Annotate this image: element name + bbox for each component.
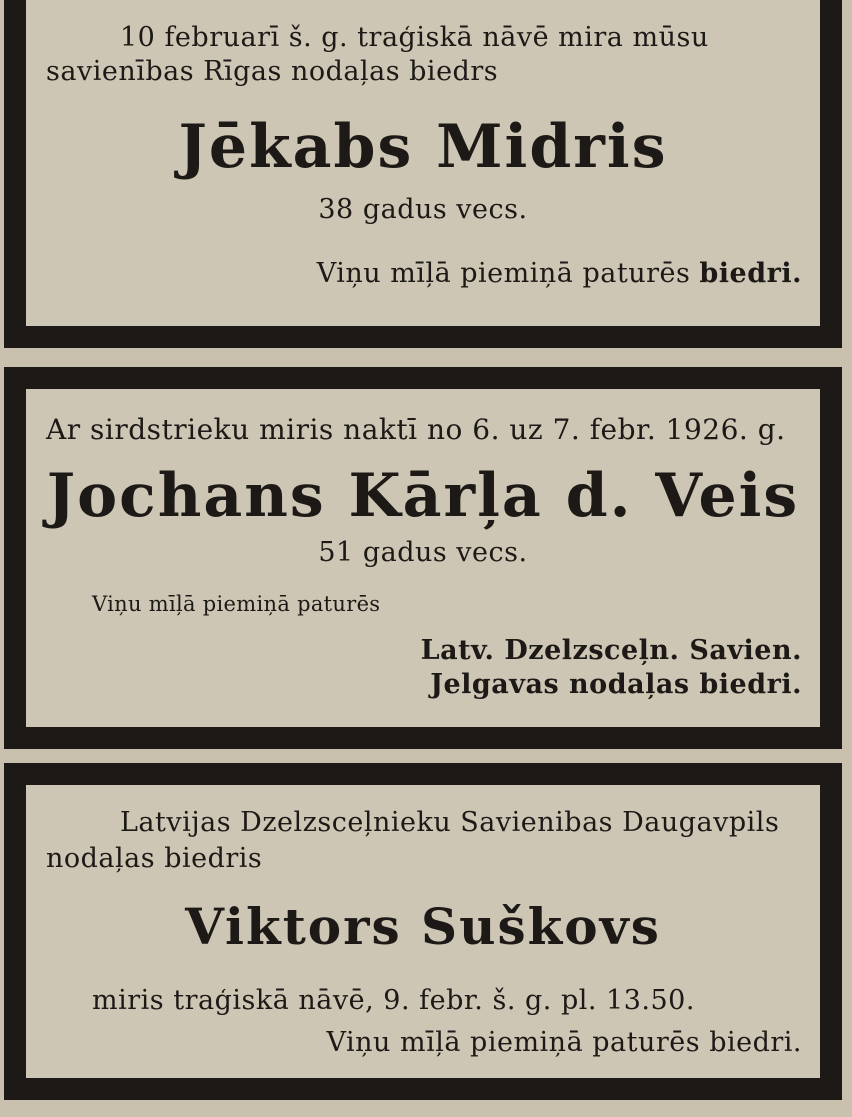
notice1-line2: savienības Rīgas nodaļas biedrs — [46, 56, 499, 87]
notice1-closing-text: Viņu mīļā piemiņā paturēs — [316, 258, 691, 289]
obituary-notice-2 — [4, 389, 842, 727]
notice3-closing: Viņu mīļā piemiņā paturēs biedri. — [326, 1027, 802, 1058]
notice1-deceased-name: Jēkabs Midris — [178, 112, 668, 182]
notice2-deceased-name: Jochans Kārļa d. Veis — [46, 461, 800, 531]
notice2-line1: Ar sirdstrieku miris naktī no 6. uz 7. febr. 1926. g. — [46, 413, 786, 446]
rule-2-top — [4, 367, 842, 389]
rule-3-bottom — [4, 1078, 842, 1100]
notice3-detail: miris traģiskā nāvē, 9. febr. š. g. pl. 13.50. — [92, 985, 695, 1016]
rule-1-bottom — [4, 326, 842, 348]
rule-3-top — [4, 763, 842, 785]
notice3-deceased-name: Viktors Suškovs — [185, 897, 661, 956]
obituary-notice-3 — [4, 785, 842, 1078]
notice2-org-line1: Latv. Dzelzsceļn. Savien. — [420, 635, 802, 666]
rule-2-bottom — [4, 727, 842, 749]
notice1-closing-bold: biedri. — [699, 258, 802, 289]
notice1-line1: 10 februarī š. g. traģiskā nāvē mira mūsu — [120, 22, 709, 53]
notice1-age: 38 gadus vecs. — [318, 194, 528, 225]
notice3-line2: nodaļas biedris — [46, 843, 263, 874]
notice2-age: 51 gadus vecs. — [318, 537, 528, 568]
notice2-org-line2: Jelgavas nodaļas biedri. — [430, 669, 802, 700]
obituary-notice-1 — [4, 0, 842, 326]
notice3-line1: Latvijas Dzelzsceļnieku Savienibas Daugavpils — [120, 807, 780, 838]
notice2-closing: Viņu mīļā piemiņā paturēs — [92, 592, 381, 616]
notice1-closing — [317, 258, 802, 289]
